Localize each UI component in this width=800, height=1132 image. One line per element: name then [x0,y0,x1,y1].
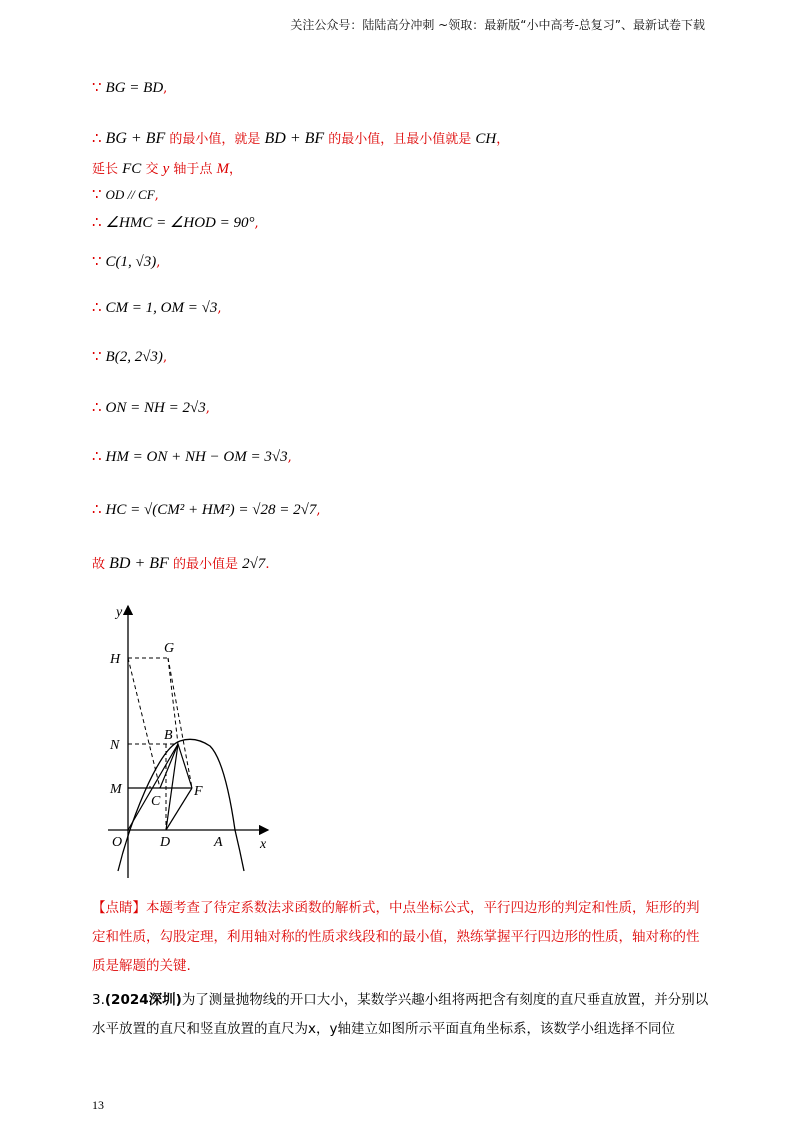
problem-3 [92,986,717,1044]
therefore-symbol: ∴ [92,398,102,416]
punctuation: , [254,216,259,231]
punctuation: , [205,401,210,416]
solution-text: 的最小值是 [168,557,243,572]
label-C: C [151,794,161,809]
punctuation: , [163,81,168,96]
punctuation: , [316,503,321,518]
because-symbol: ∵ [92,347,102,365]
math-expression: CM = 1, OM = √3 [105,300,218,316]
key-point-comment: 【点睛】本题考查了待定系数法求函数的解析式，中点坐标公式，平行四边形的判定和性质，矩形的判定和性质，勾股定理，利用轴对称的性质求线段和的最小值，熟练掌握平行四边形的性质，轴对称的性质是解题的关键. [92,900,700,974]
solution-line-5 [92,213,259,232]
solution-text: 交 [141,162,163,177]
label-B: B [164,728,173,743]
label-O: O [112,835,123,850]
solution-text: 故 [92,557,110,572]
label-A: A [214,835,223,850]
solution-line-4 [92,185,159,203]
page-header: 关注公众号：陆陆高分冲刺 ~领取：最新版“小中高考-总复习”、最新试卷下载 [290,18,705,32]
therefore-symbol: ∴ [92,500,102,518]
math-expression: BG = BD [105,80,164,96]
because-symbol: ∵ [92,185,102,203]
math-expression: y [162,161,170,177]
math-expression: M [216,161,230,177]
math-expression: BD + BF [264,130,325,147]
punctuation: , [162,350,168,365]
geometry-figure [100,596,280,878]
solution-line-2 [92,128,509,148]
therefore-symbol: ∴ [92,447,102,465]
solution-line-7 [92,298,222,317]
therefore-symbol: ∴ [92,213,102,231]
math-expression: HM = ON + NH − OM = 3√3 [105,449,288,465]
math-expression: ∠HMC = ∠HOD = 90° [105,215,255,231]
therefore-symbol: ∴ [92,129,102,147]
problem-source: (2024深圳) [104,992,182,1008]
because-symbol: ∵ [92,78,102,96]
solution-text: 的最小值，且最小值就是 [324,132,476,147]
page-number: 13 [92,1098,104,1112]
punctuation: . [265,557,270,572]
problem-text: 为了测量抛物线的开口大小，某数学兴趣小组将两把含有刻度的直尺垂直放置，并分别以水平放置的直尺和竖直放置的直尺为x，y轴建立如图所示平面直角坐标系，该数学小组选择不同位 [92,992,709,1037]
solution-line-3 [92,158,242,178]
label-G: G [164,641,175,656]
math-expression: FC [122,161,142,177]
solution-line-8 [92,347,167,366]
label-F: F [194,784,203,799]
label-M: M [110,782,122,797]
solution-line-10 [92,447,292,466]
solution-line-9 [92,398,210,417]
label-x: x [260,837,267,852]
label-y: y [116,605,123,620]
therefore-symbol: ∴ [92,298,102,316]
solution-text: 的最小值，就是 [165,132,265,147]
solution-text: 延长 [92,162,123,177]
punctuation: , [217,301,222,316]
solid-lines [128,744,192,830]
solution-line-11 [92,500,321,519]
math-expression: OD // CF [105,187,155,202]
punctuation: , [154,188,159,203]
solution-line-1 [92,78,167,97]
label-H: H [110,652,121,667]
punctuation: ， [229,162,243,177]
punctuation: ， [496,132,510,147]
math-expression: CH [475,131,497,147]
solution-line-6 [92,252,160,271]
problem-number: 3. [92,992,105,1008]
math-expression: BD + BF [109,555,169,572]
math-expression: C(1, √3) [105,254,157,270]
math-expression: BG + BF [105,130,166,147]
label-D: D [160,835,171,850]
math-expression: B(2, 2√3) [105,349,163,365]
solution-text: 轴于点 [169,162,217,177]
math-expression: 2√7 [242,556,266,572]
because-symbol: ∵ [92,252,102,270]
math-expression: ON = NH = 2√3 [105,400,206,416]
math-expression: HC = √(CM² + HM²) = √28 = 2√7 [105,502,317,518]
punctuation: , [287,450,292,465]
punctuation: , [156,255,161,270]
label-N: N [110,738,120,753]
solution-line-12 [92,553,269,573]
